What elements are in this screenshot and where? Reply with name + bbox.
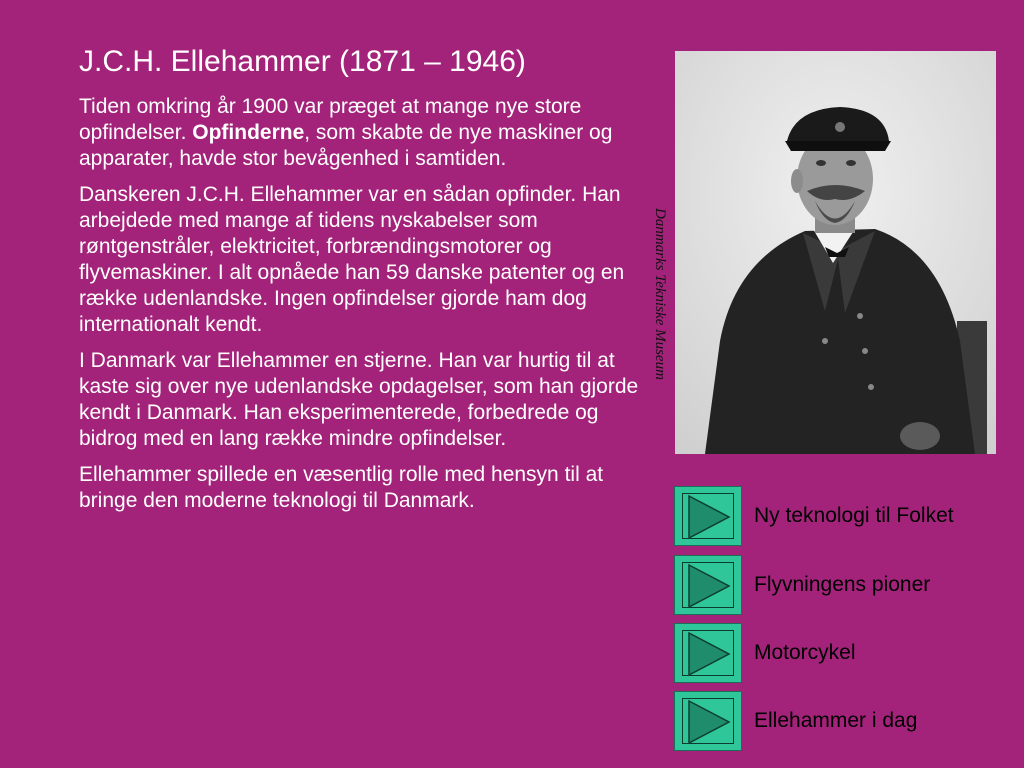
body-text <box>79 94 659 524</box>
paragraph-3: I Danmark var Ellehammer en stjerne. Han var hurtig til at kaste sig over nye udenlandske opdagelser, som han gjorde kendt i Danmark. Han eksperimenterede, forbedrede og bidrog med en lang række mindre opfindelser. <box>79 349 639 450</box>
paragraph-1: Tiden omkring år 1900 var præget at mange nye store opfindelser. Opfinderne, som skabte de nye maskiner og apparater, havde stor bevågenhed i samtiden. <box>79 95 613 170</box>
portrait-illustration <box>675 51 996 454</box>
slide-title: J.C.H. Ellehammer (1871 – 1946) <box>79 45 526 78</box>
paragraph-4: Ellehammer spillede en væsentlig rolle med hensyn til at bringe den moderne teknologi til Danmark. <box>79 463 604 512</box>
bold-term: Opfinderne <box>192 121 305 144</box>
nav-button[interactable] <box>674 555 742 615</box>
play-triangle-icon <box>683 561 735 611</box>
nav-item-ellehammer-i-dag[interactable] <box>674 691 1004 753</box>
nav-label[interactable]: Ellehammer i dag <box>754 709 918 732</box>
play-triangle-icon <box>683 697 735 747</box>
nav-item-ny-teknologi[interactable] <box>674 486 1004 548</box>
nav-button[interactable] <box>674 623 742 683</box>
nav-item-motorcykel[interactable] <box>674 623 1004 685</box>
play-triangle-icon <box>683 629 735 679</box>
nav-label[interactable]: Ny teknologi til Folket <box>754 504 954 527</box>
paragraph-2: Danskeren J.C.H. Ellehammer var en sådan opfinder. Han arbejdede med mange af tidens nyskabelser som røntgenstråler, elektricitet, forbrændingsmotorer og flyvemaskiner. I alt opnåede han 59 danske patenter og en række udenlandske. Ingen opfindelser gjorde ham dog internationalt kendt. <box>79 183 625 336</box>
photo-credit: Danmarks Tekniske Museum <box>652 208 668 380</box>
portrait-photo <box>675 51 996 454</box>
nav-item-flyvningens-pioner[interactable] <box>674 555 1004 617</box>
nav-button[interactable] <box>674 486 742 546</box>
play-triangle-icon <box>683 492 735 542</box>
nav-button[interactable] <box>674 691 742 751</box>
nav-label[interactable]: Motorcykel <box>754 641 856 664</box>
nav-label[interactable]: Flyvningens pioner <box>754 573 931 596</box>
